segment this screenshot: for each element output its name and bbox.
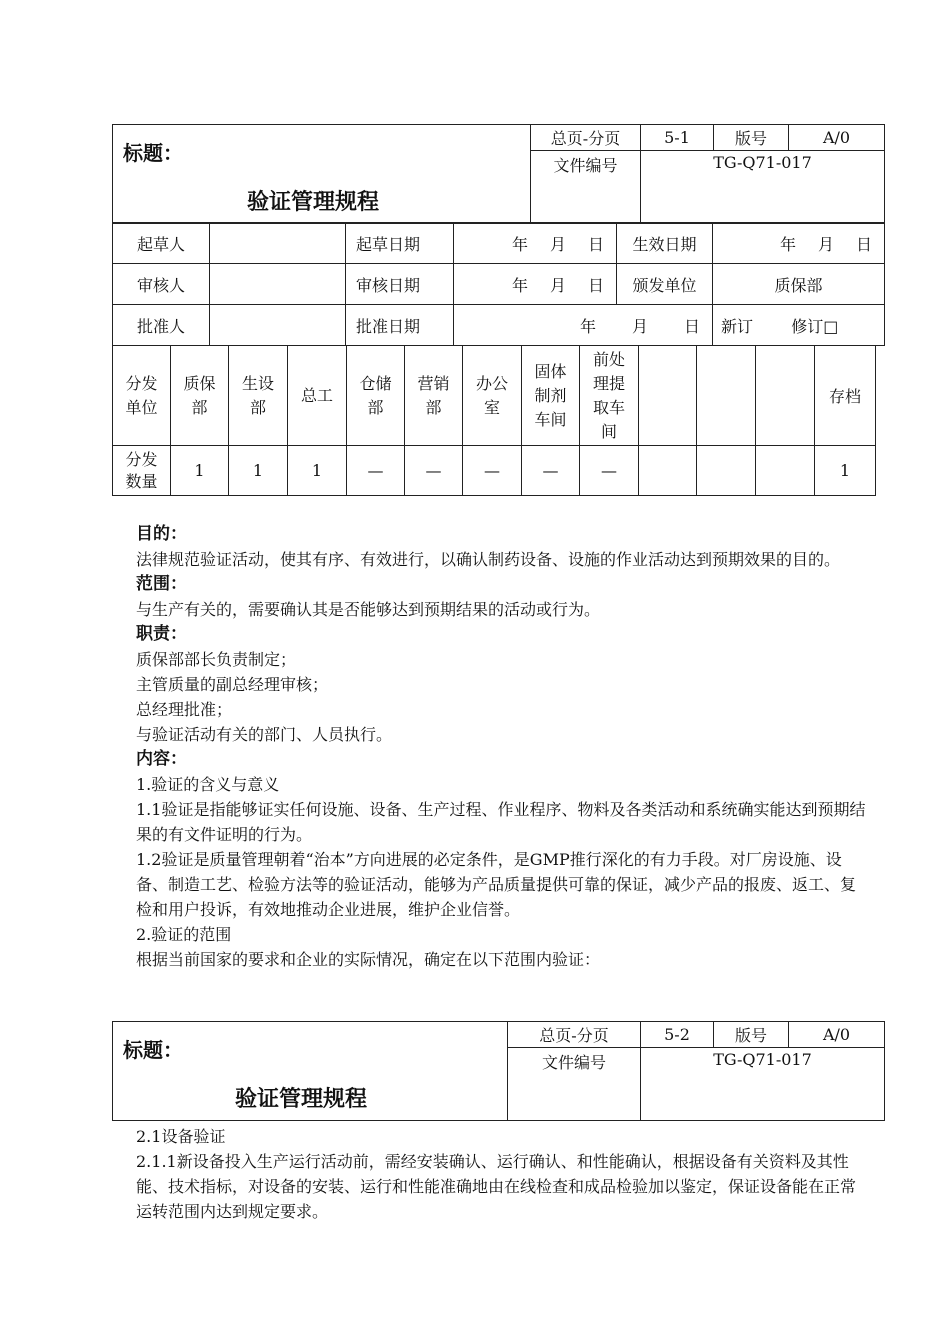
drafter-label: 起草人 xyxy=(113,223,210,264)
review-date-label: 审核日期 xyxy=(346,264,454,305)
page-value: 5-1 xyxy=(641,125,714,151)
para-2-1: 2.1设备验证 xyxy=(136,1127,226,1146)
purpose-heading: 目的： xyxy=(136,524,187,544)
title-cell-2 xyxy=(113,1022,508,1121)
drafter-value xyxy=(210,223,346,264)
new-revise-cell xyxy=(713,305,885,346)
effective-date-value xyxy=(713,223,885,264)
count-8 xyxy=(639,446,697,496)
para-1-2: 1.2验证是质量管理朝着“治本”方向进展的必定条件，是GMP推行深化的有力手段。对厂房设施、设备、制造工艺、检验方法等的验证活动，能够为产品质量提供可靠的保证，减少产品的报废、返工、复检和用户投诉，有效地推动企业进展，维护企业信誉。 xyxy=(136,850,857,919)
content-heading: 内容： xyxy=(136,749,187,769)
duty-heading: 职责： xyxy=(136,624,187,644)
day-text: 日 xyxy=(683,316,700,336)
duty-line: 主管质量的副总经理审核； xyxy=(136,675,329,694)
docno-value: TG-Q71-017 xyxy=(641,151,885,224)
review-date-value xyxy=(454,264,617,305)
count-11: 1 xyxy=(815,446,876,496)
unit-2: 总工 xyxy=(288,346,347,446)
approve-date-value xyxy=(454,305,713,346)
distribution-table xyxy=(112,345,876,496)
docno-label: 文件编号 xyxy=(531,151,641,224)
draft-date-label: 起草日期 xyxy=(346,223,454,264)
version-value-2: A/0 xyxy=(789,1022,885,1048)
unit-3: 仓储部 xyxy=(347,346,405,446)
year-text: 年 xyxy=(511,234,528,254)
draft-date-value xyxy=(454,223,617,264)
day-text: 日 xyxy=(587,275,604,295)
version-label-2: 版号 xyxy=(714,1022,789,1048)
count-7: — xyxy=(580,446,639,496)
header-table-1 xyxy=(112,124,885,224)
para-1: 1.验证的含义与意义 xyxy=(136,775,280,794)
count-3: — xyxy=(347,446,405,496)
scope-text: 与生产有关的，需要确认其是否能够达到预期结果的活动或行为。 xyxy=(136,600,601,619)
para-1-1: 1.1验证是指能够证实任何设施、设备、生产过程、作业程序、物料及各类活动和系统确实能达到预期结果的有文件证明的行为。 xyxy=(136,800,866,844)
reviewer-value xyxy=(210,264,346,305)
unit-9 xyxy=(697,346,756,446)
body-text-1 xyxy=(136,522,866,972)
title-label-2: 标题： xyxy=(123,1038,183,1062)
duty-line: 与验证活动有关的部门、人员执行。 xyxy=(136,725,393,744)
issuer-label: 颁发单位 xyxy=(617,264,713,305)
count-label: 分发数量 xyxy=(113,446,171,496)
page-label: 总页-分页 xyxy=(531,125,641,151)
count-10 xyxy=(756,446,815,496)
page-value-2: 5-2 xyxy=(641,1022,714,1048)
effective-date-label: 生效日期 xyxy=(617,223,713,264)
month-text: 月 xyxy=(817,234,834,254)
para-2: 2.验证的范围 xyxy=(136,925,232,944)
version-label: 版号 xyxy=(714,125,789,151)
para-2-text: 根据当前国家的要求和企业的实际情况，确定在以下范围内验证： xyxy=(136,950,601,969)
new-label: 新订 xyxy=(721,316,754,336)
page-label-2: 总页-分页 xyxy=(508,1022,641,1048)
count-6: — xyxy=(522,446,580,496)
count-4: — xyxy=(405,446,463,496)
body-text-2 xyxy=(136,1124,866,1224)
doc-title: 验证管理规程 xyxy=(247,189,380,215)
reviewer-label: 审核人 xyxy=(113,264,210,305)
month-text: 月 xyxy=(631,316,648,336)
unit-7: 前处理提取车间 xyxy=(580,346,639,446)
month-text: 月 xyxy=(549,275,566,295)
approver-label: 批准人 xyxy=(113,305,210,346)
unit-1: 生设部 xyxy=(229,346,288,446)
month-text: 月 xyxy=(549,234,566,254)
day-text: 日 xyxy=(855,234,872,254)
unit-5: 办公室 xyxy=(463,346,522,446)
unit-0: 质保部 xyxy=(171,346,229,446)
docno-value-2: TG-Q71-017 xyxy=(641,1048,885,1121)
approve-date-label: 批准日期 xyxy=(346,305,454,346)
year-text: 年 xyxy=(579,316,596,336)
version-value: A/0 xyxy=(789,125,885,151)
year-text: 年 xyxy=(779,234,796,254)
unit-4: 营销部 xyxy=(405,346,463,446)
title-cell xyxy=(113,125,531,224)
unit-6: 固体制剂车间 xyxy=(522,346,580,446)
year-text: 年 xyxy=(511,275,528,295)
unit-label: 分发单位 xyxy=(113,346,171,446)
para-2-1-1: 2.1.1新设备投入生产运行活动前，需经安装确认、运行确认、和性能确认，根据设备有关资料及其性能、技术指标，对设备的安装、运行和性能准确地由在线检查和成品检验加以鉴定，保证设备能在正常运转范围内达到规定要求。 xyxy=(136,1152,857,1221)
purpose-text: 法律规范验证活动，使其有序、有效进行，以确认制药设备、设施的作业活动达到预期效果的目的。 xyxy=(136,550,841,569)
header-table-2 xyxy=(112,1021,885,1121)
count-5: — xyxy=(463,446,522,496)
day-text: 日 xyxy=(587,234,604,254)
docno-label-2: 文件编号 xyxy=(508,1048,641,1121)
title-label: 标题： xyxy=(123,141,183,165)
revised-label: 修订□ xyxy=(791,316,839,336)
duty-line: 质保部部长负责制定； xyxy=(136,650,297,669)
count-0: 1 xyxy=(171,446,229,496)
unit-11: 存档 xyxy=(815,346,876,446)
doc-title-2: 验证管理规程 xyxy=(235,1086,368,1112)
count-2: 1 xyxy=(288,446,347,496)
approval-table xyxy=(112,222,885,346)
unit-10 xyxy=(756,346,815,446)
issuer-value: 质保部 xyxy=(713,264,885,305)
approver-value xyxy=(210,305,346,346)
count-9 xyxy=(697,446,756,496)
unit-8 xyxy=(639,346,697,446)
count-1: 1 xyxy=(229,446,288,496)
duty-line: 总经理批准； xyxy=(136,700,233,719)
scope-heading: 范围： xyxy=(136,574,187,594)
